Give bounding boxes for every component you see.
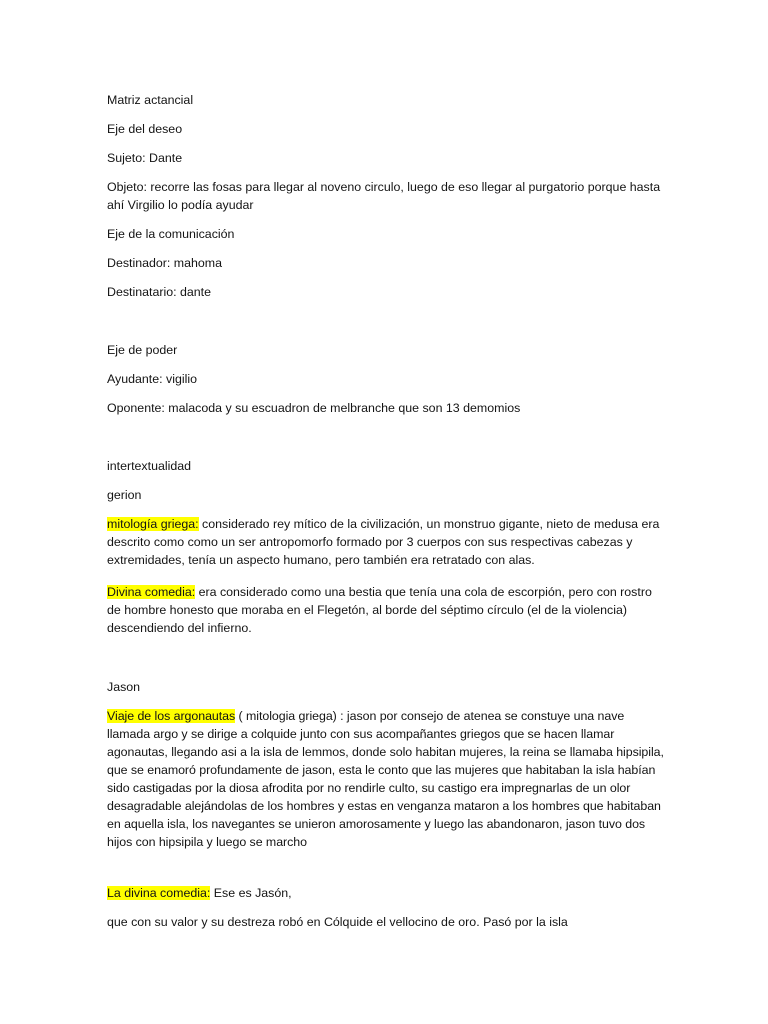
- ayudante-line: Ayudante: vigilio: [107, 372, 198, 386]
- gerion-divina-label: Divina comedia:: [107, 585, 196, 599]
- gerion-mitologia-label: mitología griega:: [107, 517, 199, 531]
- eje-poder-heading: Eje de poder: [107, 343, 178, 357]
- eje-comunicacion-heading: Eje de la comunicación: [107, 227, 235, 241]
- jason-divina-label: La divina comedia:: [107, 886, 211, 900]
- jason-argonautas-label: Viaje de los argonautas: [107, 709, 236, 723]
- intertextualidad-heading: intertextualidad: [107, 459, 192, 473]
- jason-last-line: que con su valor y su destreza robó en Cólquide el vellocino de oro. Pasó por la isla: [107, 915, 568, 929]
- oponente-line: Oponente: malacoda y su escuadron de melbranche que son 13 demomios: [107, 401, 521, 415]
- jason-divina-text: Ese es Jasón,: [210, 886, 292, 900]
- jason-heading: Jason: [107, 680, 141, 694]
- sujeto-line: Sujeto: Dante: [107, 151, 183, 165]
- destinador-line: Destinador: mahoma: [107, 256, 223, 270]
- gerion-mitologia-paragraph: [107, 516, 667, 570]
- jason-argonautas-paragraph: [107, 708, 667, 852]
- eje-deseo-heading: Eje del deseo: [107, 122, 183, 136]
- objeto-paragraph: Objeto: recorre las fosas para llegar al noveno circulo, luego de eso llegar al purgatorio porque hasta ahí Virgilio lo podía ayudar: [107, 180, 661, 212]
- gerion-divina-text: era considerado como una bestia que tenía una cola de escorpión, pero con rostro de hombre honesto que moraba en el Flegetón, al borde del séptimo círculo (el de la violencia) descendiendo del infierno.: [107, 585, 652, 635]
- jason-argonautas-text: ( mitologia griega) : jason por consejo de atenea se constuye una nave llamada argo y se dirige a colquide junto con sus acompañantes griegos que se hacen llamar agonautas, llegando asi a la isla de lemmos, donde solo habitan mujeres, la reina se llamaba hipsipila, que se enamoró profundamente de jason, esta le conto que las mujeres que habitaban la isla habían sido castigadas por la diosa afrodita por no rendirle culto, su castigo era impregnarlas de un olor desagradable alejándolas de los hombres y estas en venganza mataron a los hombres que habitaban en aquella isla, los navegantes se unieron amorosamente y luego las abandonaron, jason tuvo dos hijos con hipsipila y luego se marcho: [107, 709, 664, 849]
- gerion-heading: gerion: [107, 488, 142, 502]
- gerion-mitologia-text: considerado rey mítico de la civilización, un monstruo gigante, nieto de medusa era descrito como como un ser antropomorfo formado por 3 cuerpos con sus respectivas cabezas y extremidades, tenía un aspecto humano, pero también era retratado con alas.: [107, 517, 660, 567]
- matriz-heading: Matriz actancial: [107, 93, 194, 107]
- jason-divina-paragraph: [107, 885, 667, 903]
- gerion-divina-paragraph: [107, 584, 667, 638]
- destinatario-line: Destinatario: dante: [107, 285, 212, 299]
